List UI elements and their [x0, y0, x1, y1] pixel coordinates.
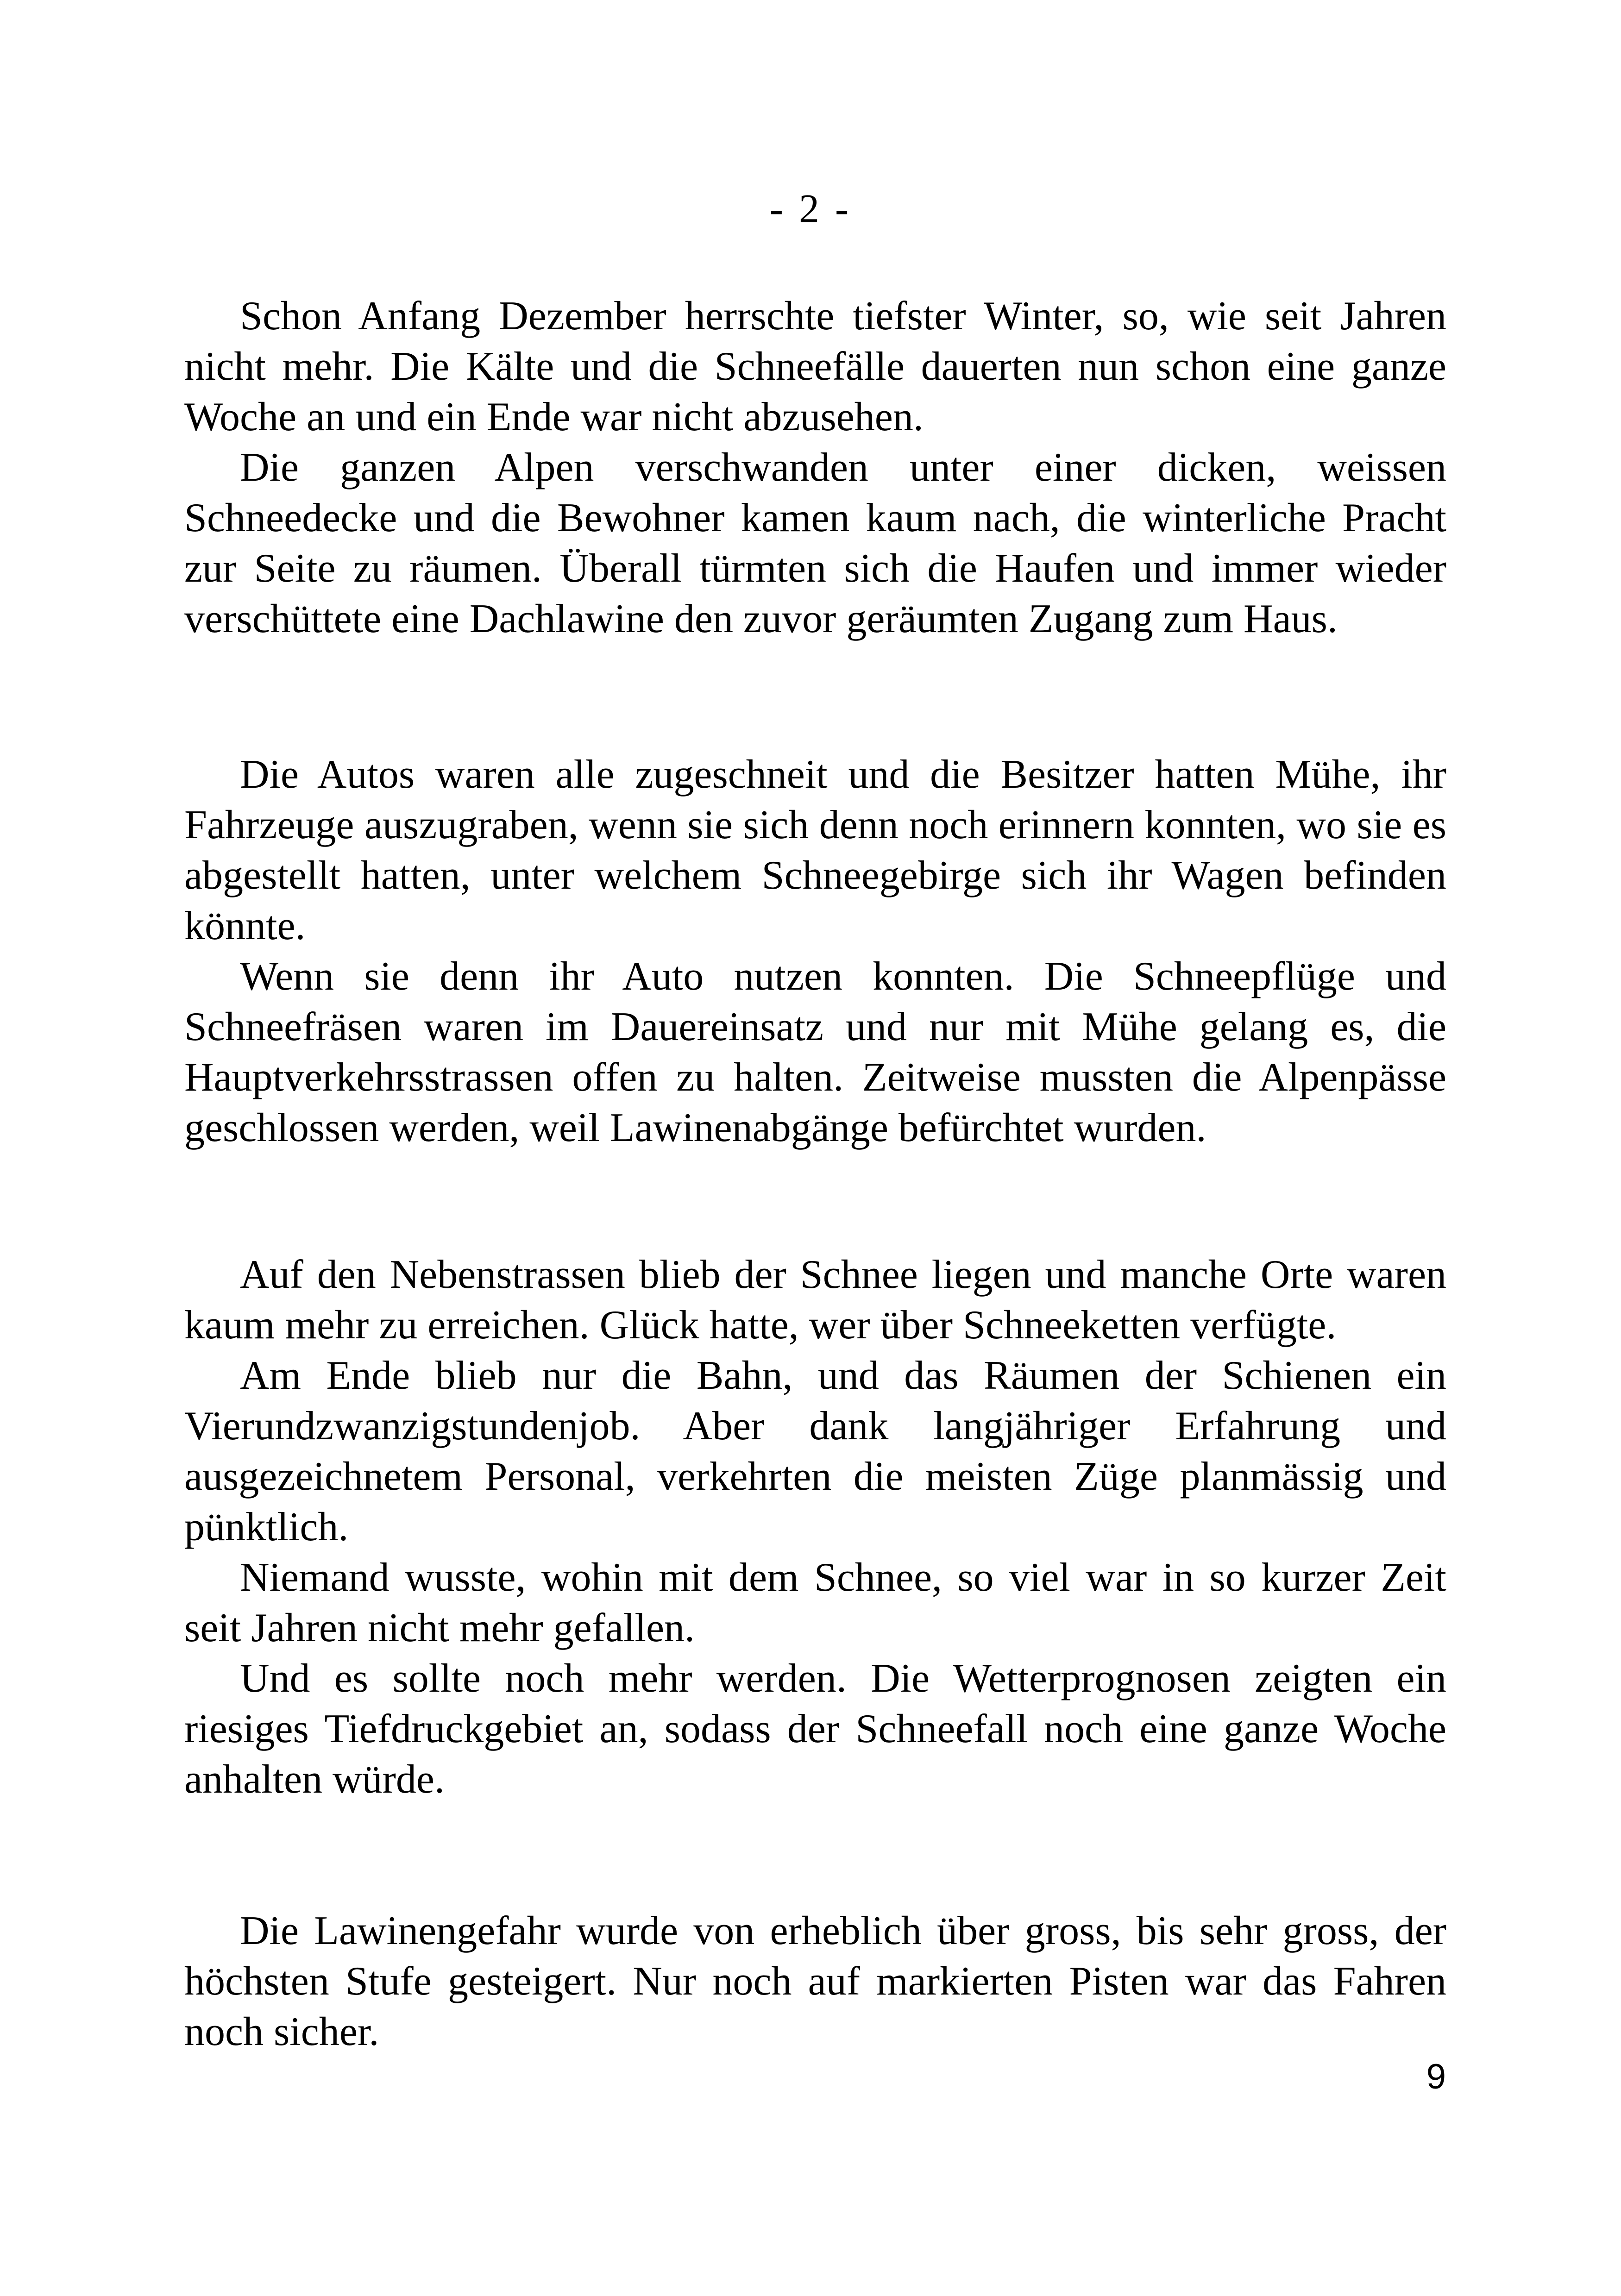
text-section-3 [184, 1249, 1446, 1805]
text-section-2 [184, 749, 1446, 1153]
page-number: 9 [1426, 2057, 1446, 2096]
paragraph: Schon Anfang Dezember herrschte tiefster Winter, so, wie seit Jahren nicht mehr. Die Kälte und die Schneefälle dauerten nun schon eine ganze Woche an und ein Ende war nicht abzusehen. [184, 294, 1446, 439]
paragraph: Die Lawinengefahr wurde von erheblich über gross, bis sehr gross, der höchsten Stufe gesteigert. Nur noch auf markierten Pisten war das Fahren noch sicher. [184, 1908, 1446, 2054]
page-header-label: - 2 - [769, 187, 852, 232]
text-section-1 [184, 291, 1446, 644]
paragraph: Die Autos waren alle zugeschneit und die Besitzer hatten Mühe, ihr Fahrzeuge auszugraben, wenn sie sich denn noch erinnern konnten, wo sie es abgestellt hatten, unter welchem Schneegebirge sich ihr Wagen befinden könnte. [184, 752, 1446, 948]
paragraph: Und es sollte noch mehr werden. Die Wetterprognosen zeigten ein riesiges Tiefdruckgebiet an, sodass der Schneefall noch eine ganze Woche anhalten würde. [184, 1656, 1446, 1802]
paragraph: Auf den Nebenstrassen blieb der Schnee liegen und manche Orte waren kaum mehr zu erreichen. Glück hatte, wer über Schneeketten verfügte. [184, 1252, 1446, 1348]
paragraph: Niemand wusste, wohin mit dem Schnee, so viel war in so kurzer Zeit seit Jahren nicht mehr gefallen. [184, 1555, 1446, 1650]
paragraph: Die ganzen Alpen verschwanden unter einer dicken, weissen Schneedecke und die Bewohner kamen kaum nach, die winterliche Pracht zur Seite zu räumen. Überall türmten sich die Haufen und immer wieder verschüttete eine Dachlawine den zuvor geräumten Zugang zum Haus. [184, 445, 1446, 641]
paragraph: Wenn sie denn ihr Auto nutzen konnten. Die Schneepflüge und Schneefräsen waren im Dauereinsatz und nur mit Mühe gelang es, die Hauptverkehrsstrassen offen zu halten. Zeitweise mussten die Alpenpässe geschlossen werden, weil Lawinenabgänge befürchtet wurden. [184, 954, 1446, 1150]
text-section-4 [184, 1906, 1446, 2057]
paragraph: Am Ende blieb nur die Bahn, und das Räumen der Schienen ein Vierundzwanzigstundenjob. Aber dank langjähriger Erfahrung und ausgezeichnetem Personal, verkehrten die meisten Züge planmässig und pünktlich. [184, 1353, 1446, 1549]
